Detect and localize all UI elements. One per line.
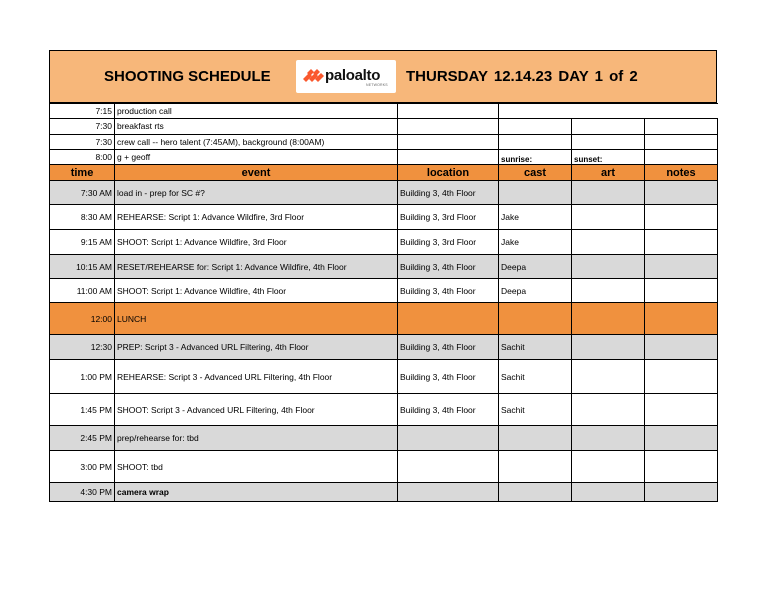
pre-cell [572,134,645,149]
schedule-table [49,103,718,502]
cell-event: SHOOT: Script 1: Advance Wildfire, 4th Floor [115,279,398,303]
column-header-location: location [398,165,499,181]
cell-location: Building 3, 4th Floor [398,255,499,279]
pre-cell [645,149,718,164]
cell-location [398,483,499,502]
cell-notes [645,303,718,335]
cell-event: SHOOT: Script 1: Advance Wildfire, 3rd Floor [115,230,398,255]
cell-cast [499,483,572,502]
shooting-schedule-sheet [49,50,717,502]
schedule-row [50,483,718,502]
cell-time: 3:00 PM [50,451,115,483]
cell-cast [499,426,572,451]
logo-subtext: NETWORKS [366,83,388,87]
pre-time: 7:30 [50,119,115,134]
cell-event: REHEARSE: Script 3 - Advanced URL Filtering, 4th Floor [115,360,398,394]
pre-cell [499,119,572,134]
cell-notes [645,255,718,279]
pre-row [50,104,718,119]
column-header-event: event [115,165,398,181]
column-header-row [50,165,718,181]
cell-notes [645,181,718,205]
cell-art [572,205,645,230]
pre-cell [499,104,718,119]
pre-text: breakfast rts [115,119,398,134]
cell-time: 2:45 PM [50,426,115,451]
cell-event: load in - prep for SC #? [115,181,398,205]
paloalto-logo [296,60,396,93]
pre-text: crew call -- hero talent (7:45AM), background (8:00AM) [115,134,398,149]
cell-location: Building 3, 3rd Floor [398,205,499,230]
cell-cast: Jake [499,205,572,230]
cell-location [398,451,499,483]
cell-time: 8:30 AM [50,205,115,230]
cell-notes [645,205,718,230]
cell-time: 7:30 AM [50,181,115,205]
cell-notes [645,426,718,451]
schedule-row [50,394,718,426]
pre-time: 7:15 [50,104,115,119]
cell-notes [645,451,718,483]
schedule-header [49,50,717,103]
cell-notes [645,483,718,502]
logo-wordmark: paloalto [325,67,381,84]
schedule-row [50,360,718,394]
pre-row [50,149,718,164]
column-header-notes: notes [645,165,718,181]
cell-location: Building 3, 3rd Floor [398,230,499,255]
cell-cast [499,181,572,205]
cell-event: camera wrap [115,483,398,502]
cell-event: LUNCH [115,303,398,335]
cell-location: Building 3, 4th Floor [398,181,499,205]
cell-art [572,335,645,360]
pre-cell [398,149,499,164]
pre-row [50,134,718,149]
pre-cell [398,134,499,149]
schedule-row [50,230,718,255]
cell-art [572,451,645,483]
cell-notes [645,279,718,303]
cell-art [572,483,645,502]
cell-time: 9:15 AM [50,230,115,255]
cell-time: 4:30 PM [50,483,115,502]
schedule-row [50,279,718,303]
schedule-row [50,255,718,279]
pre-cell [645,119,718,134]
sunrise-label: sunrise: [499,149,572,164]
cell-location: Building 3, 4th Floor [398,335,499,360]
pre-time: 8:00 [50,149,115,164]
cell-art [572,426,645,451]
pre-cell [499,134,572,149]
cell-cast [499,303,572,335]
cell-location: Building 3, 4th Floor [398,394,499,426]
cell-notes [645,230,718,255]
cell-art [572,303,645,335]
cell-cast: Jake [499,230,572,255]
cell-time: 12:00 [50,303,115,335]
cell-event: SHOOT: tbd [115,451,398,483]
cell-art [572,230,645,255]
cell-art [572,181,645,205]
cell-event: RESET/REHEARSE for: Script 1: Advance Wildfire, 4th Floor [115,255,398,279]
cell-art [572,255,645,279]
cell-event: prep/rehearse for: tbd [115,426,398,451]
schedule-title: SHOOTING SCHEDULE [104,68,271,85]
column-header-cast: cast [499,165,572,181]
cell-art [572,394,645,426]
cell-location [398,426,499,451]
cell-cast: Sachit [499,360,572,394]
cell-notes [645,360,718,394]
schedule-row [50,426,718,451]
cell-notes [645,335,718,360]
pre-row [50,119,718,134]
cell-time: 1:00 PM [50,360,115,394]
cell-time: 12:30 [50,335,115,360]
cell-time: 11:00 AM [50,279,115,303]
column-header-time: time [50,165,115,181]
cell-cast [499,451,572,483]
paloalto-logo-icon [302,67,324,85]
cell-location: Building 3, 4th Floor [398,360,499,394]
cell-art [572,360,645,394]
cell-event: SHOOT: Script 3 - Advanced URL Filtering, 4th Floor [115,394,398,426]
sunset-label: sunset: [572,149,645,164]
cell-notes [645,394,718,426]
pre-cell [398,104,499,119]
cell-time: 1:45 PM [50,394,115,426]
schedule-row [50,451,718,483]
cell-time: 10:15 AM [50,255,115,279]
pre-text: production call [115,104,398,119]
schedule-row [50,205,718,230]
cell-cast: Sachit [499,335,572,360]
cell-cast: Deepa [499,279,572,303]
pre-text: g + geoff [115,149,398,164]
cell-event: REHEARSE: Script 1: Advance Wildfire, 3rd Floor [115,205,398,230]
cell-event: PREP: Script 3 - Advanced URL Filtering, 4th Floor [115,335,398,360]
cell-cast: Sachit [499,394,572,426]
pre-cell [398,119,499,134]
schedule-row [50,181,718,205]
schedule-row [50,335,718,360]
cell-location [398,303,499,335]
pre-time: 7:30 [50,134,115,149]
cell-location: Building 3, 4th Floor [398,279,499,303]
pre-cell [645,134,718,149]
column-header-art: art [572,165,645,181]
day-info: THURSDAY 12.14.23 DAY 1 of 2 [406,68,638,85]
schedule-row [50,303,718,335]
cell-cast: Deepa [499,255,572,279]
pre-cell [572,119,645,134]
cell-art [572,279,645,303]
